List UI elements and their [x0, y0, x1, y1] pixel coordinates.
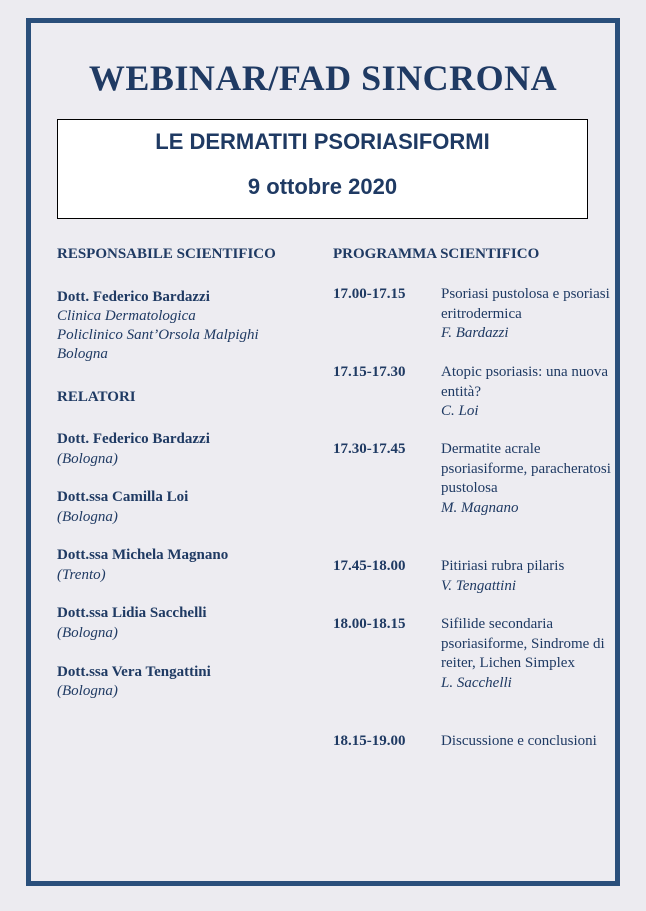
program-time: 18.15-19.00	[333, 733, 406, 749]
program-title: Discussione e conclusioni	[441, 733, 597, 749]
program-title: Dermatite acrale psoriasiforme, paracheratosi pustolosa	[441, 441, 611, 496]
responsabile-name: Dott. Federico Bardazzi	[57, 289, 210, 305]
program-speaker: C. Loi	[441, 403, 479, 419]
program-time: 18.00-18.15	[333, 616, 406, 632]
program-time: 17.30-17.45	[333, 441, 406, 457]
program-item	[441, 557, 621, 596]
relatore-city: (Bologna)	[57, 625, 118, 641]
program-time: 17.15-17.30	[333, 364, 406, 380]
relatore-name: Dott.ssa Camilla Loi	[57, 489, 189, 505]
relatore-city: (Trento)	[57, 567, 106, 583]
responsabile-line: Clinica Dermatologica	[57, 308, 196, 324]
program-time: 17.00-17.15	[333, 286, 406, 302]
program-speaker: F. Bardazzi	[441, 325, 509, 341]
program-item	[441, 615, 621, 693]
responsabile-heading: RESPONSABILE SCIENTIFICO	[57, 246, 276, 262]
program-title: Pitiriasi rubra pilaris	[441, 558, 565, 574]
relatori-heading: RELATORI	[57, 389, 136, 405]
relatore-name: Dott.ssa Vera Tengattini	[57, 664, 211, 680]
program-speaker: M. Magnano	[441, 499, 519, 516]
relatore-city: (Bologna)	[57, 451, 118, 467]
event-date: 9 ottobre 2020	[247, 174, 398, 199]
event-box	[57, 119, 588, 219]
program-item	[441, 440, 621, 518]
relatore-city: (Bologna)	[57, 683, 118, 699]
relatore-name: Dott.ssa Lidia Sacchelli	[57, 605, 207, 621]
event-title: LE DERMATITI PSORIASIFORMI	[155, 129, 490, 154]
relatore-name: Dott.ssa Michela Magnano	[57, 547, 229, 563]
program-item	[441, 285, 621, 344]
program-item	[441, 363, 621, 422]
responsabile-line: Bologna	[57, 346, 108, 362]
program-speaker: V. Tengattini	[441, 577, 517, 594]
program-item	[441, 732, 621, 752]
program-title: Psoriasi pustolosa e psoriasi eritrodermica	[441, 286, 610, 322]
program-speaker: L. Sacchelli	[441, 674, 512, 691]
relatore-name: Dott. Federico Bardazzi	[57, 431, 210, 447]
program-title: Sifilide secondaria psoriasiforme, Sindrome di reiter, Lichen Simplex	[441, 616, 605, 671]
responsabile-line: Policlinico Sant’Orsola Malpighi	[57, 327, 259, 343]
program-time: 17.45-18.00	[333, 558, 406, 574]
page-title: WEBINAR/FAD SINCRONA	[88, 58, 558, 98]
programma-heading: PROGRAMMA SCIENTIFICO	[333, 246, 540, 262]
relatore-city: (Bologna)	[57, 509, 118, 525]
program-title: Atopic psoriasis: una nuova entità?	[441, 364, 609, 400]
